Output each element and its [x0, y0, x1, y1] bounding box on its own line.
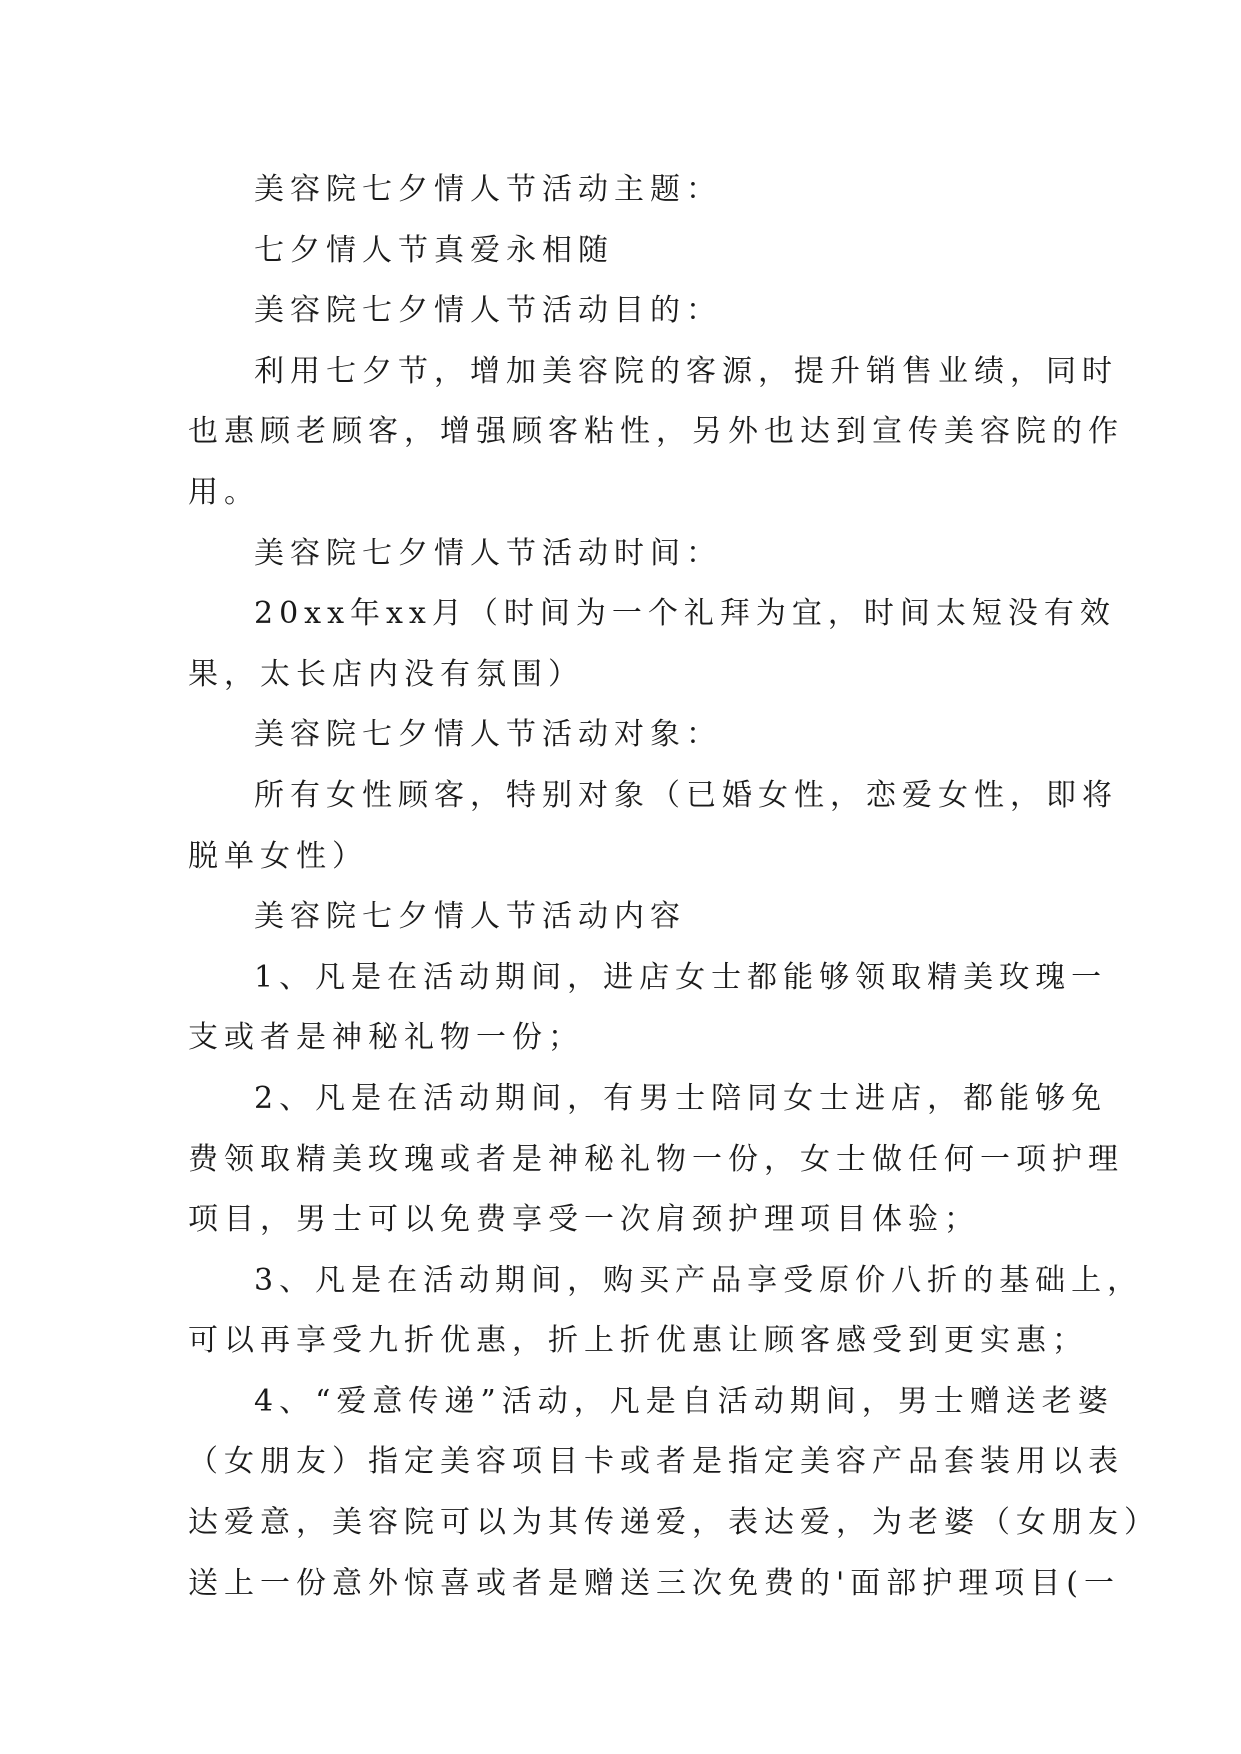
text-line: 用。	[188, 474, 260, 510]
text-line: 美容院七夕情人节活动目的：	[254, 293, 722, 329]
text-line: 也惠顾老顾客，增强顾客粘性，另外也达到宣传美容院的作	[188, 414, 1124, 450]
text-line: 2、凡是在活动期间，有男士陪同女士进店，都能够免	[254, 1080, 1108, 1116]
text-line: 支或者是神秘礼物一份；	[188, 1020, 584, 1056]
document-body	[188, 160, 1160, 1614]
text-line: 可以再享受九折优惠，折上折优惠让顾客感受到更实惠；	[188, 1323, 1088, 1359]
text-line: 20xx年xx月（时间为一个礼拜为宜，时间太短没有效	[254, 596, 1116, 632]
text-line: 达爱意，美容院可以为其传递爱，表达爱，为老婆（女朋友）	[188, 1505, 1160, 1541]
text-line: （女朋友）指定美容项目卡或者是指定美容产品套装用以表	[188, 1444, 1124, 1480]
text-line: 费领取精美玫瑰或者是神秘礼物一份，女士做任何一项护理	[188, 1141, 1124, 1177]
text-line: 1、凡是在活动期间，进店女士都能够领取精美玫瑰一	[254, 959, 1108, 995]
text-line: 所有女性顾客，特别对象（已婚女性，恋爱女性，即将	[254, 777, 1118, 813]
text-line: 4、“爱意传递”活动，凡是自活动期间，男士赠送老婆	[254, 1383, 1114, 1419]
text-line: 脱单女性）	[188, 838, 368, 874]
text-line: 项目，男士可以免费享受一次肩颈护理项目体验；	[188, 1202, 980, 1238]
text-line: 3、凡是在活动期间，购买产品享受原价八折的基础上，	[254, 1262, 1144, 1298]
text-line: 七夕情人节真爱永相随	[254, 232, 614, 268]
text-line: 利用七夕节，增加美容院的客源，提升销售业绩，同时	[254, 353, 1118, 389]
text-line: 美容院七夕情人节活动内容	[254, 899, 686, 935]
text-line: 美容院七夕情人节活动时间：	[254, 535, 722, 571]
text-line: 美容院七夕情人节活动主题：	[254, 172, 722, 207]
text-line: 美容院七夕情人节活动对象：	[254, 717, 722, 753]
text-line: 送上一份意外惊喜或者是赠送三次免费的'面部护理项目(一	[188, 1565, 1120, 1601]
text-line: 果，太长店内没有氛围）	[188, 656, 584, 692]
